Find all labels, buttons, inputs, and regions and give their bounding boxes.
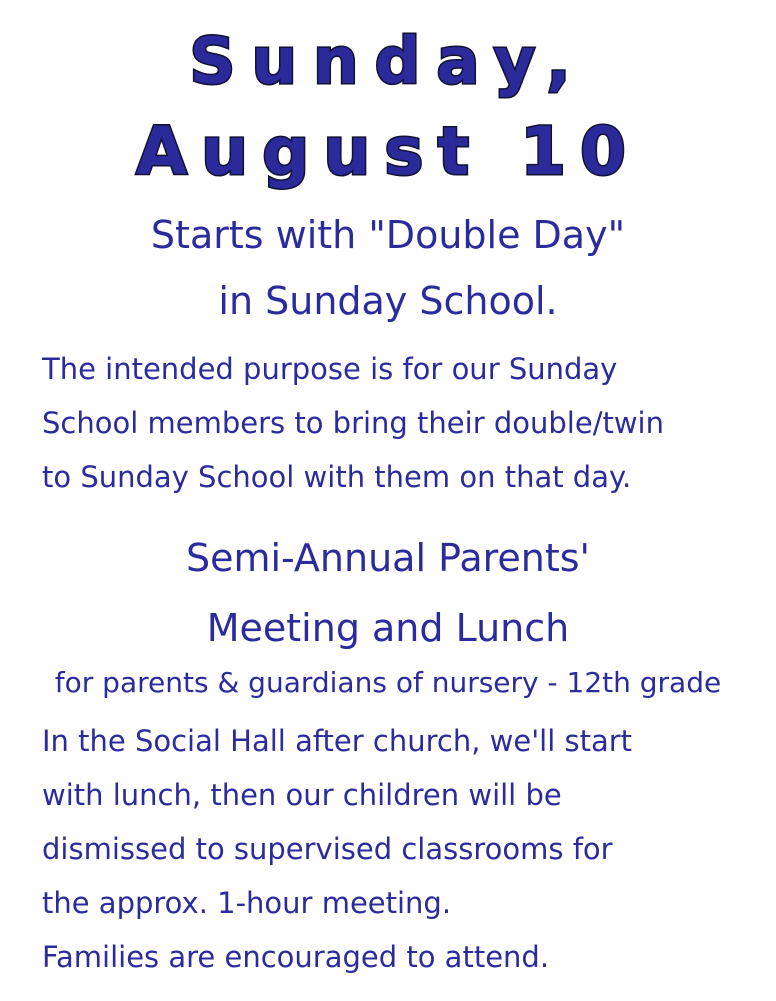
description-line: to Sunday School with them on that day. [42, 460, 632, 494]
meeting-description [42, 714, 762, 984]
meeting-subtitle: Meeting and Lunch [206, 606, 570, 650]
double-day-description [42, 342, 762, 504]
meeting-audience: for parents & guardians of nursery - 12th grade [54, 666, 722, 699]
headline-day: Sunday, [189, 25, 587, 99]
description-line: the approx. 1-hour meeting. [42, 886, 452, 920]
headline-date: August 10 [136, 113, 640, 190]
description-line: In the Social Hall after church, we'll start [42, 724, 633, 758]
description-line: The intended purpose is for our Sunday [42, 352, 618, 386]
description-line: dismissed to supervised classrooms for [42, 832, 613, 866]
description-line: School members to bring their double/twin [42, 406, 664, 440]
meeting-title: Semi-Annual Parents' [185, 536, 590, 580]
description-line: Families are encouraged to attend. [42, 940, 550, 974]
description-line: with lunch, then our children will be [42, 778, 562, 812]
double-day-title: Starts with "Double Day" [150, 213, 626, 257]
double-day-subtitle: in Sunday School. [218, 279, 558, 323]
